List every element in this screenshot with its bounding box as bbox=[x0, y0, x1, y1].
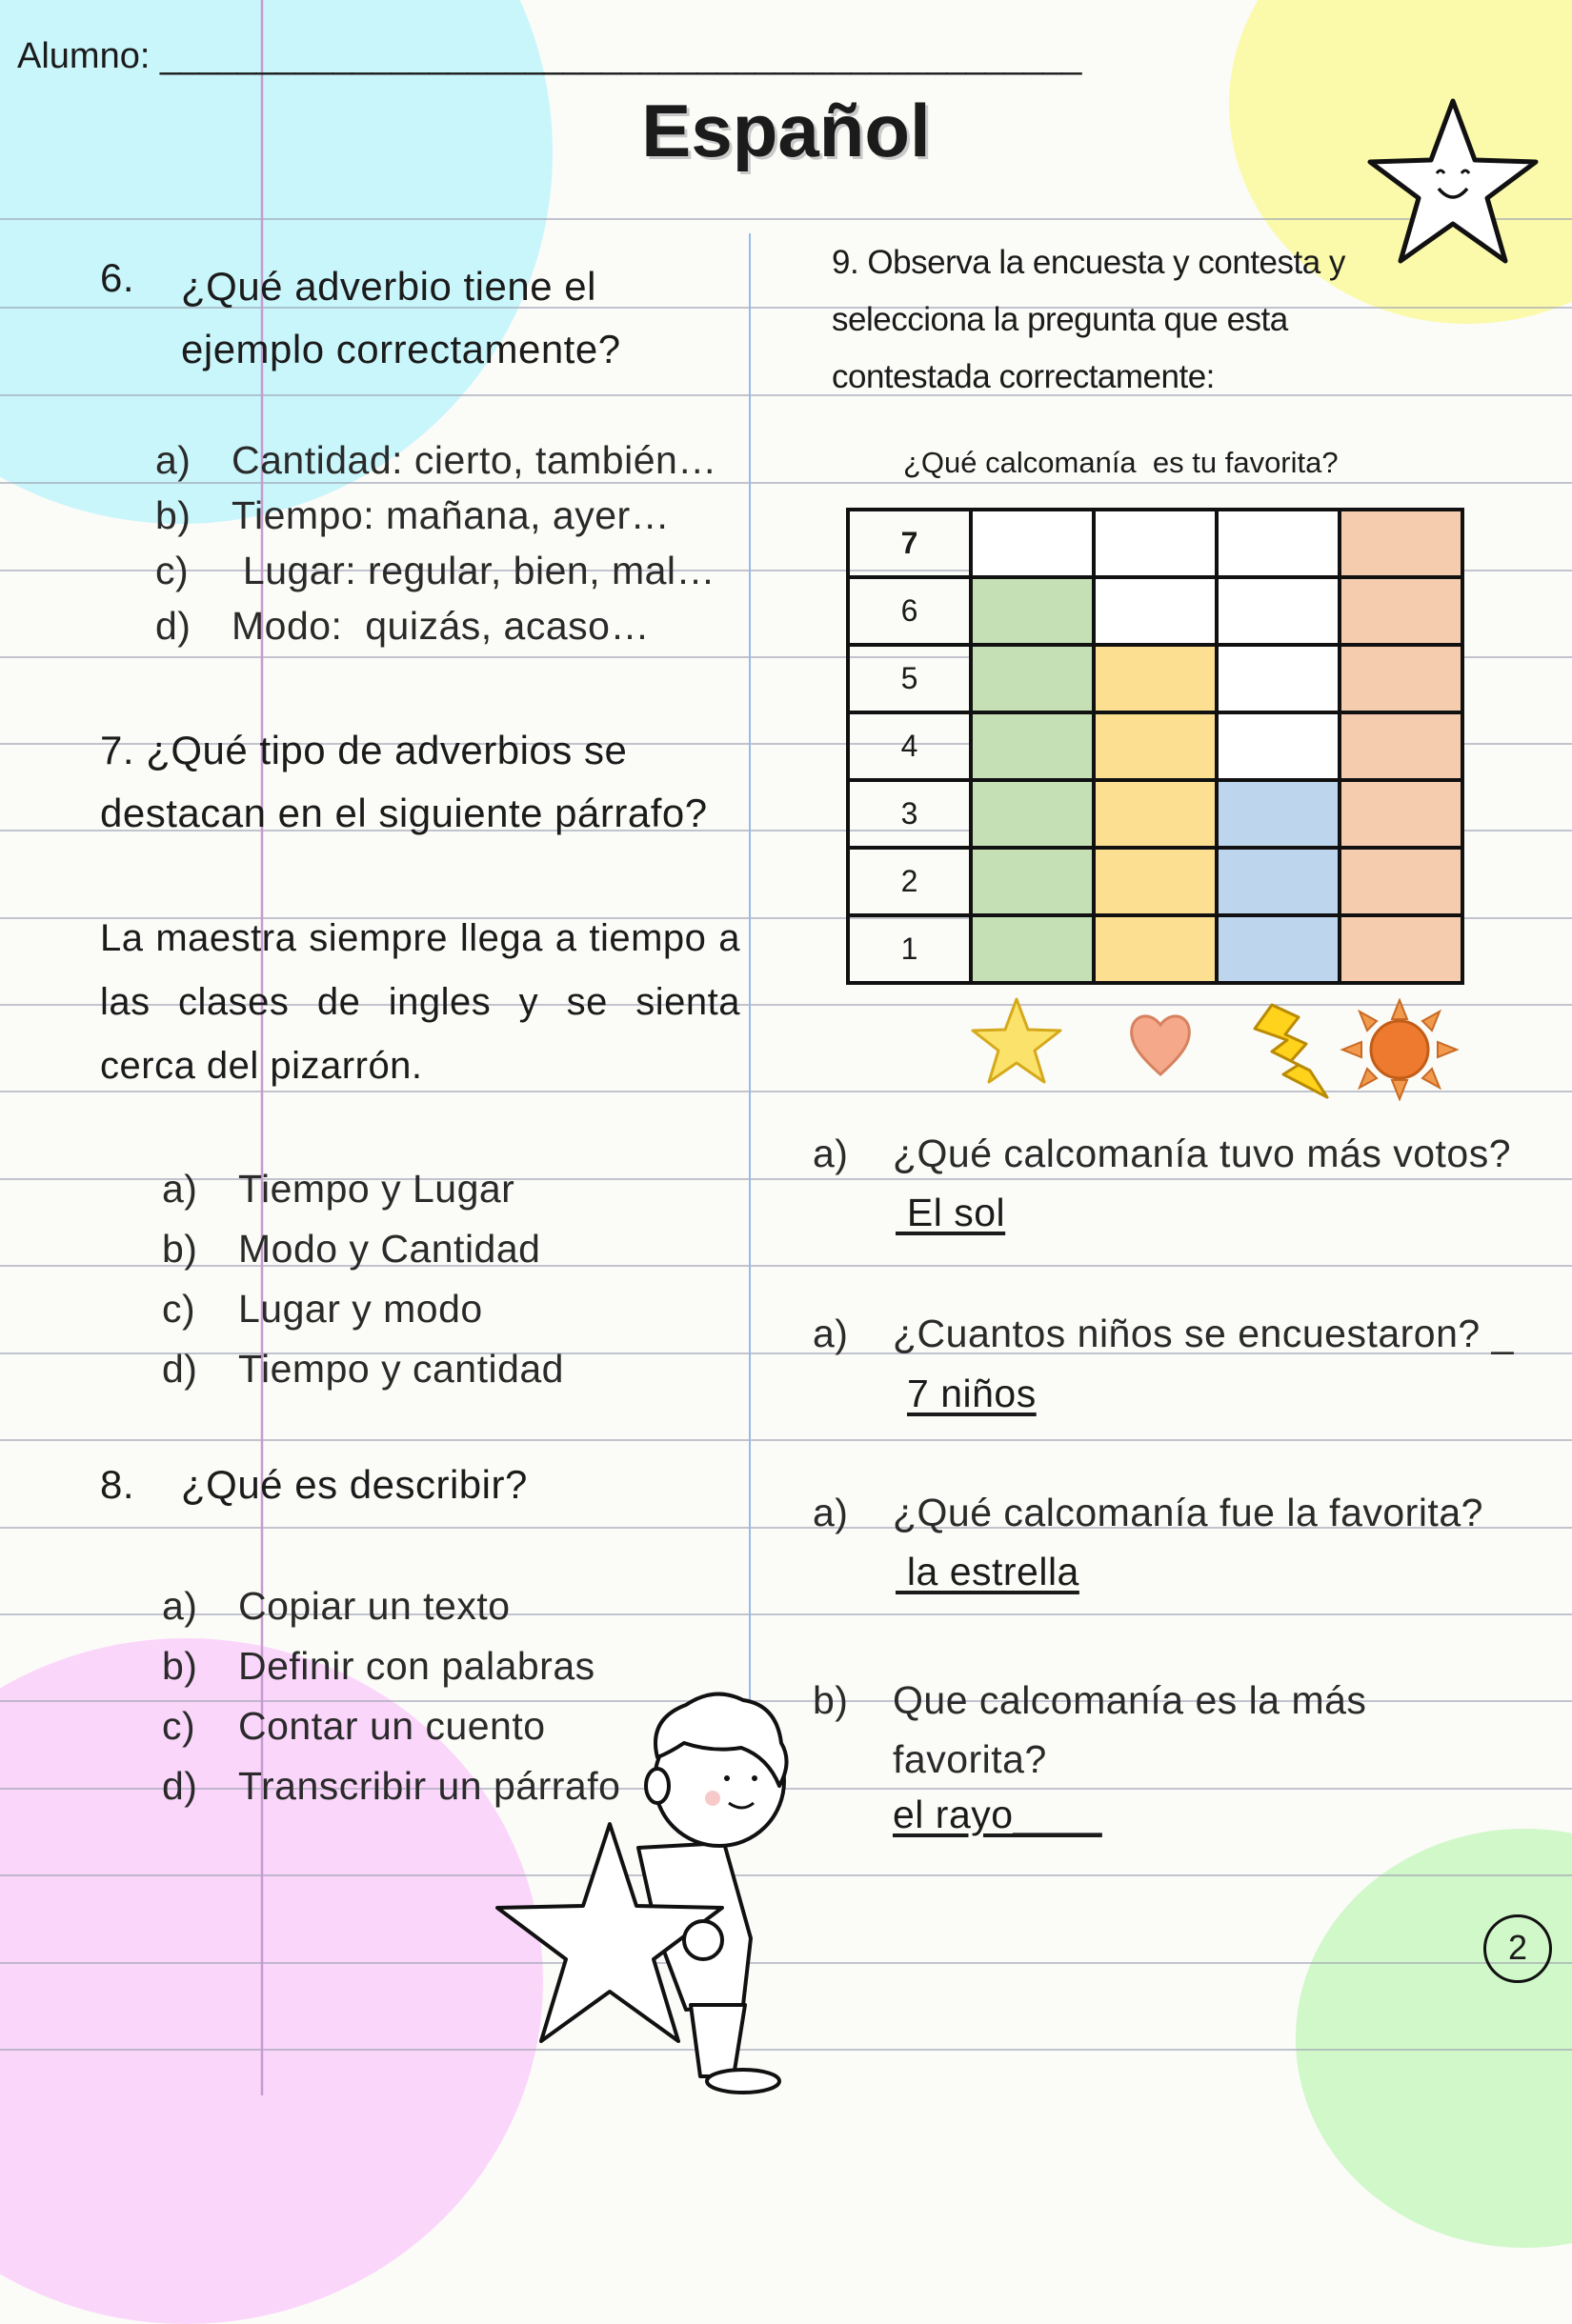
q7-option-c[interactable] bbox=[162, 1287, 483, 1332]
chart-row bbox=[848, 712, 1462, 780]
bar-cell-sun bbox=[1340, 915, 1462, 983]
option-letter: a) bbox=[155, 438, 191, 482]
option-text: Modo: quizás, acaso… bbox=[232, 604, 650, 648]
q9-answer-4[interactable]: el rayo____ bbox=[893, 1793, 1102, 1836]
q9-question-1 bbox=[813, 1132, 1511, 1176]
heart-icon bbox=[1127, 1008, 1194, 1079]
question-6-number: 6. bbox=[100, 255, 135, 300]
sun-icon bbox=[1339, 998, 1461, 1101]
option-letter: d) bbox=[155, 604, 191, 648]
y-tick-label: 1 bbox=[848, 915, 971, 983]
student-line: ________________________________________________ bbox=[159, 36, 1081, 76]
q8-option-a[interactable] bbox=[162, 1584, 511, 1629]
option-text: Tiempo: mañana, ayer… bbox=[232, 493, 671, 537]
bar-cell-lightning bbox=[1217, 848, 1340, 915]
bar-cell-star bbox=[971, 577, 1094, 645]
chart-row bbox=[848, 848, 1462, 915]
page-number-text: 2 bbox=[1507, 1928, 1528, 1967]
bar-cell-star bbox=[971, 510, 1094, 577]
q7-option-a[interactable] bbox=[162, 1167, 514, 1212]
q6-option-b[interactable] bbox=[155, 493, 670, 538]
option-letter: c) bbox=[155, 549, 190, 592]
option-letter: b) bbox=[813, 1678, 849, 1722]
option-letter: c) bbox=[162, 1287, 196, 1331]
q6-option-a[interactable] bbox=[155, 438, 717, 483]
lightning-icon bbox=[1243, 1002, 1334, 1102]
bar-cell-sun bbox=[1340, 712, 1462, 780]
star-icon bbox=[969, 995, 1064, 1086]
option-letter: a) bbox=[813, 1491, 849, 1534]
option-letter: b) bbox=[155, 493, 191, 537]
bar-cell-lightning bbox=[1217, 915, 1340, 983]
q9-answer-3[interactable]: la estrella bbox=[896, 1550, 1079, 1593]
option-text: Definir con palabras bbox=[238, 1644, 595, 1688]
question-9-line: 9. Observa la encuesta y contesta y bbox=[832, 244, 1345, 281]
bar-cell-star bbox=[971, 780, 1094, 848]
bar-cell-heart bbox=[1094, 848, 1217, 915]
option-text: Copiar un texto bbox=[238, 1584, 511, 1628]
q9-question-2 bbox=[813, 1312, 1514, 1356]
option-letter: b) bbox=[162, 1227, 198, 1271]
bar-cell-sun bbox=[1340, 577, 1462, 645]
chart-row bbox=[848, 915, 1462, 983]
q9-question-4 bbox=[813, 1671, 1366, 1789]
option-letter: d) bbox=[162, 1764, 198, 1808]
page-number bbox=[1483, 1914, 1552, 1983]
paragraph-text: La maestra bbox=[100, 917, 310, 959]
highlight-cerca: cerca bbox=[100, 1045, 196, 1087]
chart-title: ¿Qué calcomanía es tu favorita? bbox=[903, 446, 1339, 479]
page-title: Español bbox=[641, 89, 931, 172]
bar-cell-lightning bbox=[1217, 510, 1340, 577]
q6-option-d[interactable] bbox=[155, 604, 650, 649]
bar-cell-star bbox=[971, 712, 1094, 780]
chart-row bbox=[848, 510, 1462, 577]
y-tick-label: 4 bbox=[848, 712, 971, 780]
q7-option-d[interactable] bbox=[162, 1347, 564, 1392]
question-text: ¿Cuantos niños se encuestaron? _ bbox=[893, 1312, 1514, 1355]
question-text: Que calcomanía es la más bbox=[893, 1678, 1367, 1722]
paragraph-text: llega a tiempo a las clases de ingles y se sienta bbox=[100, 917, 740, 1023]
option-letter: b) bbox=[162, 1644, 198, 1688]
bar-cell-heart bbox=[1094, 780, 1217, 848]
question-8-text: ¿Qué es describir? bbox=[181, 1462, 528, 1507]
question-text: ¿Qué calcomanía tuvo más votos? bbox=[893, 1132, 1512, 1175]
q9-question-3 bbox=[813, 1491, 1483, 1535]
y-tick-label: 7 bbox=[848, 510, 971, 577]
bar-cell-sun bbox=[1340, 510, 1462, 577]
question-8-number: 8. bbox=[100, 1462, 135, 1507]
question-6 bbox=[100, 255, 748, 381]
chart-row bbox=[848, 577, 1462, 645]
student-label: Alumno: bbox=[17, 36, 151, 76]
question-9-line: selecciona la pregunta que esta bbox=[832, 301, 1288, 338]
option-letter: c) bbox=[162, 1704, 196, 1748]
question-8 bbox=[100, 1462, 528, 1508]
question-7 bbox=[100, 719, 748, 845]
bar-cell-sun bbox=[1340, 848, 1462, 915]
q7-paragraph bbox=[100, 907, 740, 1098]
bar-cell-lightning bbox=[1217, 577, 1340, 645]
option-text: Lugar: regular, bien, mal… bbox=[232, 549, 716, 592]
option-text: Contar un cuento bbox=[238, 1704, 546, 1748]
bar-cell-star bbox=[971, 848, 1094, 915]
q8-option-c[interactable] bbox=[162, 1704, 546, 1749]
bar-cell-heart bbox=[1094, 915, 1217, 983]
question-7-text: ¿Qué tipo de adverbios se destacan en el siguiente párrafo? bbox=[100, 728, 708, 835]
option-text: Tiempo y cantidad bbox=[238, 1347, 564, 1391]
bar-cell-heart bbox=[1094, 577, 1217, 645]
y-tick-label: 2 bbox=[848, 848, 971, 915]
y-tick-label: 6 bbox=[848, 577, 971, 645]
option-text: Tiempo y Lugar bbox=[238, 1167, 515, 1211]
survey-chart bbox=[846, 508, 1464, 985]
question-7-number: 7. bbox=[100, 728, 135, 772]
highlight-siempre: siempre bbox=[309, 917, 448, 959]
bar-cell-heart bbox=[1094, 712, 1217, 780]
bar-cell-lightning bbox=[1217, 780, 1340, 848]
bar-cell-heart bbox=[1094, 645, 1217, 712]
bar-cell-sun bbox=[1340, 780, 1462, 848]
chart-row bbox=[848, 780, 1462, 848]
bar-cell-lightning bbox=[1217, 712, 1340, 780]
y-tick-label: 3 bbox=[848, 780, 971, 848]
option-letter: a) bbox=[162, 1584, 198, 1628]
paragraph-text: del pizarrón. bbox=[195, 1045, 423, 1087]
bar-cell-heart bbox=[1094, 510, 1217, 577]
option-text: Modo y Cantidad bbox=[238, 1227, 541, 1271]
y-tick-label: 5 bbox=[848, 645, 971, 712]
question-text: ¿Qué calcomanía fue la favorita? bbox=[893, 1491, 1483, 1534]
option-letter: a) bbox=[162, 1167, 198, 1211]
student-field[interactable] bbox=[17, 36, 1080, 77]
option-text: Transcribir un párrafo bbox=[238, 1764, 621, 1808]
q8-option-b[interactable] bbox=[162, 1644, 595, 1689]
option-letter: a) bbox=[813, 1132, 849, 1175]
bar-cell-lightning bbox=[1217, 645, 1340, 712]
chart-row bbox=[848, 645, 1462, 712]
kid-with-star-illustration bbox=[495, 1691, 857, 2095]
q9-answer-2[interactable]: 7 niños bbox=[907, 1372, 1037, 1415]
option-text: Cantidad: cierto, también… bbox=[232, 438, 717, 482]
question-6-text: ¿Qué adverbio tiene el ejemplo correctamente? bbox=[181, 264, 621, 371]
q9-answer-1[interactable]: El sol bbox=[896, 1191, 1006, 1234]
bar-cell-star bbox=[971, 915, 1094, 983]
question-9-line: contestada correctamente: bbox=[832, 358, 1215, 395]
option-letter: d) bbox=[162, 1347, 198, 1391]
option-text: Lugar y modo bbox=[238, 1287, 483, 1331]
smiling-star-icon bbox=[1362, 93, 1543, 274]
question-9 bbox=[832, 234, 1345, 406]
question-text-continued: favorita? bbox=[893, 1737, 1047, 1781]
bar-cell-star bbox=[971, 645, 1094, 712]
bar-cell-sun bbox=[1340, 645, 1462, 712]
option-letter: a) bbox=[813, 1312, 849, 1355]
q6-option-c[interactable] bbox=[155, 549, 715, 593]
q7-option-b[interactable] bbox=[162, 1227, 540, 1272]
